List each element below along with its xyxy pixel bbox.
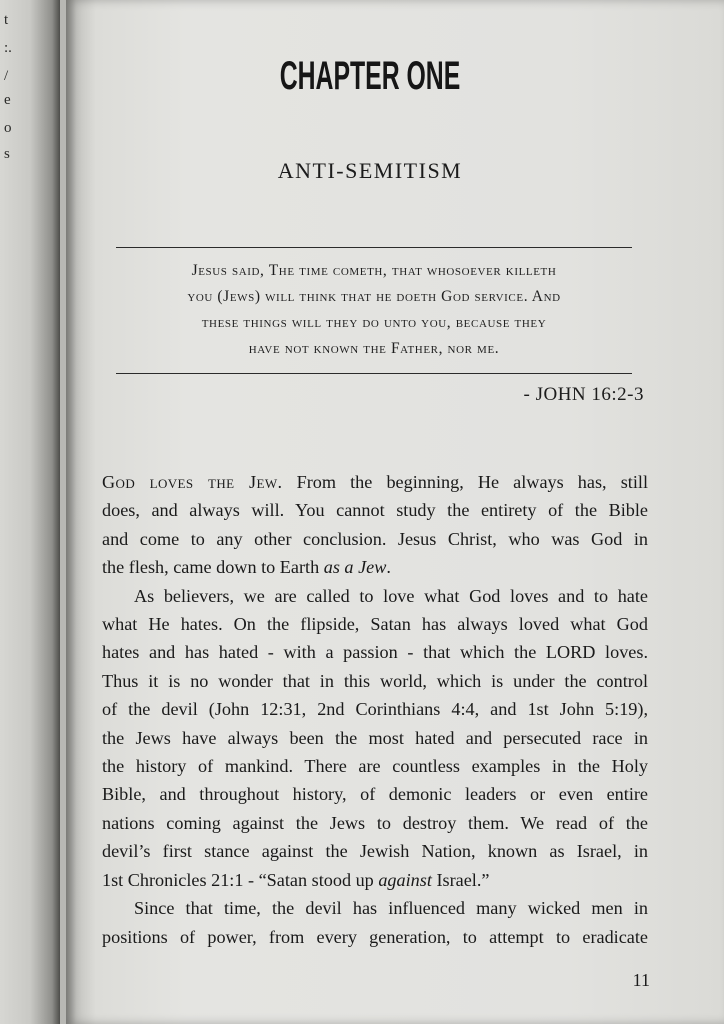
body-line: As believers, we are called to love what God loves and to hate: [134, 585, 648, 606]
body-line: devil’s first stance against the Jewish Nation, known as Israel, in: [102, 841, 648, 862]
emphasis-text: as a Jew: [323, 557, 387, 578]
body-line: Bible, and throughout history, of demonic leaders or even entire: [102, 784, 648, 805]
body-line: [102, 866, 648, 894]
body-line: what He hates. On the flipside, Satan has always loved what God: [102, 614, 648, 635]
left-page-fragment: :.: [4, 40, 12, 56]
body-line: Thus it is no wonder that in this world, which is under the control: [102, 670, 648, 691]
body-fragment: From the beginning, He always has, still: [282, 472, 649, 492]
section-title: ANTI-SEMITISM: [277, 158, 463, 183]
left-facing-page: [0, 0, 60, 1024]
epigraph-bottom-rule: [116, 373, 632, 374]
epigraph-quote: [104, 258, 644, 362]
left-page-fragment: /: [4, 68, 9, 84]
body-fragment: Israel.”: [431, 869, 490, 890]
left-page-fragment: o: [4, 120, 12, 136]
body-text: [102, 468, 648, 951]
body-fragment: the flesh, came down to Earth: [102, 557, 324, 578]
left-page-fragment: e: [4, 92, 11, 108]
epigraph-line: have not known the Father, nor me.: [248, 340, 500, 357]
body-line: the Jews have always been the most hated and persecuted race in: [102, 727, 648, 748]
page-number: 11: [632, 970, 650, 990]
scripture-reference: - JOHN 16:2-3: [523, 384, 644, 405]
body-line: the history of mankind. There are countless examples in the Holy: [102, 756, 648, 777]
body-fragment: 1st Chronicles 21:1 - “Satan stood up: [102, 869, 379, 890]
epigraph-line: you (Jews) will think that he doeth God service. And: [187, 288, 561, 305]
emphasis-text: against: [378, 869, 432, 890]
chapter-title: CHAPTER ONE: [279, 54, 461, 98]
body-line: [102, 468, 648, 496]
body-line: nations coming against the Jews to destroy them. We read of the: [102, 812, 648, 833]
epigraph-line: Jesus said, The time cometh, that whosoever killeth: [191, 262, 557, 279]
lead-in-text: God loves the Jew.: [102, 472, 283, 492]
body-line: and come to any other conclusion. Jesus Christ, who was God in: [102, 528, 648, 549]
left-page-fragment: t: [4, 12, 9, 28]
left-page-fragment: s: [4, 146, 10, 162]
body-line: of the devil (John 12:31, 2nd Corinthians 4:4, and 1st John 5:19),: [102, 699, 648, 720]
body-line: hates and has hated - with a passion - that which the LORD loves.: [102, 642, 648, 663]
body-fragment: .: [386, 557, 391, 578]
epigraph-top-rule: [116, 247, 632, 248]
body-line: Since that time, the devil has influenced many wicked men in: [134, 898, 648, 919]
epigraph-line: these things will they do unto you, because they: [201, 314, 547, 331]
body-line: positions of power, from every generation, to attempt to eradicate: [102, 926, 648, 947]
body-line: does, and always will. You cannot study the entirety of the Bible: [102, 500, 648, 521]
body-line: [102, 553, 648, 581]
